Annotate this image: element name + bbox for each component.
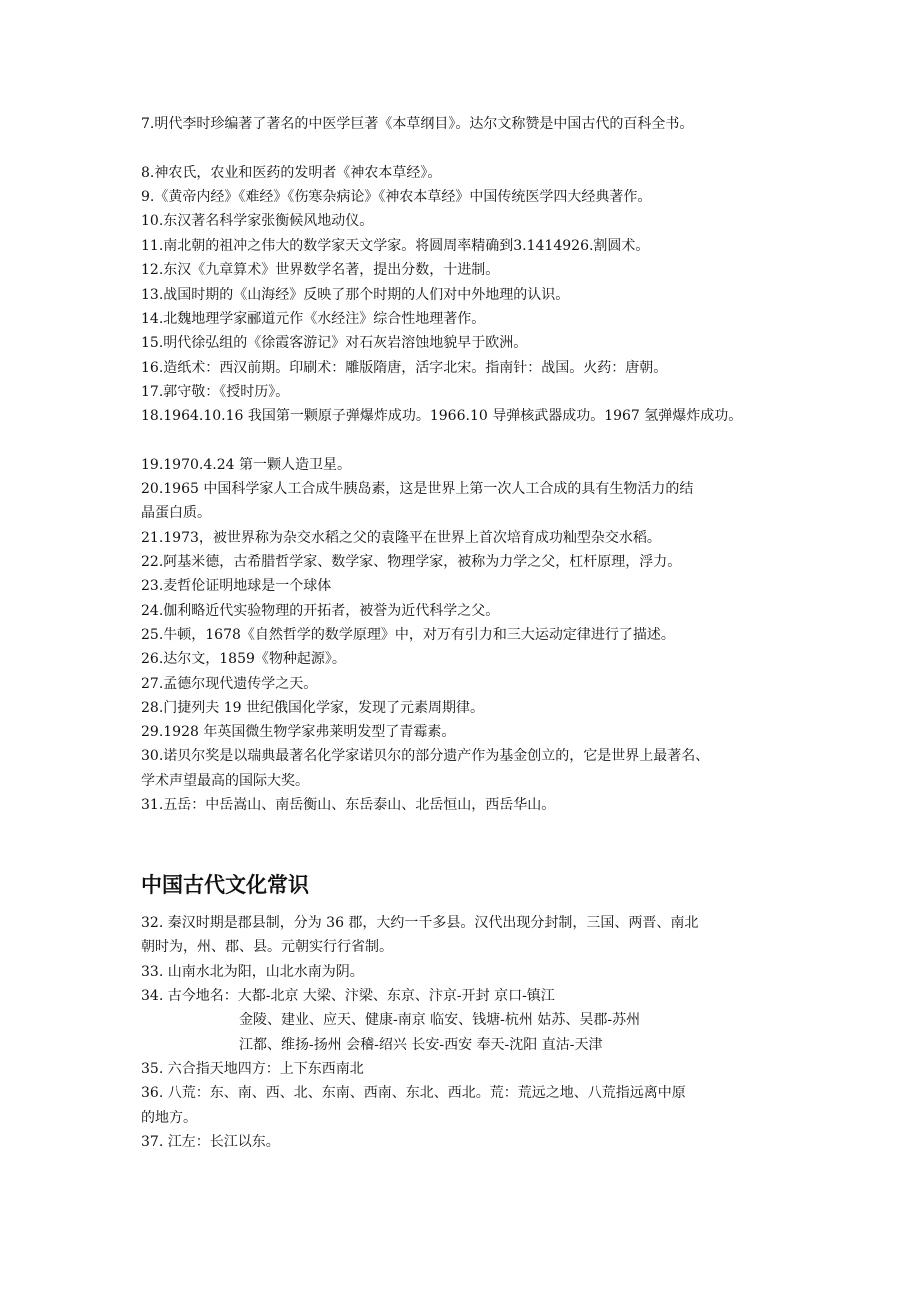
- text-line: 29.1928 年英国微生物学家弗莱明发型了青霉素。: [141, 724, 456, 740]
- text-line: 31.五岳：中岳嵩山、南岳衡山、东岳泰山、北岳恒山，西岳华山。: [141, 797, 556, 813]
- text-line: 11.南北朝的祖冲之伟大的数学家天文学家。将圆周率精确到3.1414926.割圆术。: [141, 238, 650, 254]
- text-line: 37. 江左：长江以东。: [141, 1134, 280, 1150]
- text-line: 35. 六合指天地四方：上下东西南北: [141, 1061, 364, 1077]
- text-line: 的地方。: [141, 1110, 197, 1126]
- text-line: 24.伽利略近代实验物理的开拓者，被誉为近代科学之父。: [141, 603, 500, 619]
- text-line: 晶蛋白质。: [141, 505, 211, 521]
- text-line: 32. 秦汉时期是郡县制，分为 36 郡，大约一千多县。汉代出现分封制，三国、两晋、南北: [141, 915, 699, 931]
- text-line: 22.阿基米德，古希腊哲学家、数学家、物理学家，被称为力学之父，杠杆原理，浮力。: [141, 554, 682, 570]
- text-line: 7.明代李时珍编著了著名的中医学巨著《本草纲目》。达尔文称赞是中国古代的百科全书。: [141, 116, 694, 132]
- text-line: 33. 山南水北为阳，山北水南为阴。: [141, 964, 364, 980]
- text-line: 21.1973，被世界称为杂交水稻之父的袁隆平在世界上首次培育成功籼型杂交水稻。: [141, 530, 661, 546]
- section-heading: 中国古代文化常识: [141, 873, 309, 897]
- text-line: 12.东汉《九章算术》世界数学名著，提出分数，十进制。: [141, 262, 500, 278]
- text-line: 16.造纸术：西汉前期。印刷术：雕版隋唐，活字北宋。指南针：战国。火药：唐朝。: [141, 360, 668, 376]
- text-line: 30.诺贝尔奖是以瑞典最著名化学家诺贝尔的部分遗产作为基金创立的，它是世界上最著名、: [141, 748, 710, 764]
- text-line: 27.孟德尔现代遗传学之天。: [141, 676, 318, 692]
- text-line: 25.牛顿，1678《自然哲学的数学原理》中，对万有引力和三大运动定律进行了描述。: [141, 627, 675, 643]
- text-line: 10.东汉著名科学家张衡候风地动仪。: [141, 213, 374, 229]
- text-line: 18.1964.10.16 我国第一颗原子弹爆炸成功。1966.10 导弹核武器成功。1967 氢弹爆炸成功。: [141, 408, 743, 424]
- text-line: 金陵、建业、应天、健康-南京 临安、钱塘-杭州 姑苏、吴郡-苏州: [239, 1012, 641, 1028]
- text-line: 9.《黄帝内经》《难经》《伤寒杂病论》《神农本草经》中国传统医学四大经典著作。: [141, 189, 652, 205]
- text-line: 学术声望最高的国际大奖。: [141, 773, 309, 789]
- text-line: 江都、维扬-扬州 会稽-绍兴 长安-西安 奉天-沈阳 直沽-天津: [239, 1037, 603, 1053]
- text-line: 17.郭守敬：《授时历》。: [141, 384, 290, 400]
- text-line: 13.战国时期的《山海经》反映了那个时期的人们对中外地理的认识。: [141, 287, 570, 303]
- text-line: 28.门捷列夫 19 世纪俄国化学家，发现了元素周期律。: [141, 700, 484, 716]
- text-line: 36. 八荒：东、南、西、北、东南、西南、东北、西北。荒：荒远之地、八荒指远离中原: [141, 1085, 686, 1101]
- text-line: 19.1970.4.24 第一颗人造卫星。: [141, 457, 351, 473]
- text-line: 34. 古今地名：大都-北京 大梁、汴梁、东京、汴京-开封 京口-镇江: [141, 988, 555, 1004]
- text-line: 8.神农氏，农业和医药的发明者《神农本草经》。: [141, 165, 442, 181]
- text-line: 14.北魏地理学家郦道元作《水经注》综合性地理著作。: [141, 311, 486, 327]
- text-line: 23.麦哲伦证明地球是一个球体: [141, 578, 332, 594]
- text-line: 26.达尔文，1859《物种起源》。: [141, 651, 346, 667]
- text-line: 20.1965 中国科学家人工合成牛胰岛素，这是世界上第一次人工合成的具有生物活力的结: [141, 481, 694, 497]
- text-line: 朝时为，州、郡、县。元朝实行行省制。: [141, 939, 393, 955]
- text-line: 15.明代徐弘组的《徐霞客游记》对石灰岩溶蚀地貌早于欧洲。: [141, 335, 528, 351]
